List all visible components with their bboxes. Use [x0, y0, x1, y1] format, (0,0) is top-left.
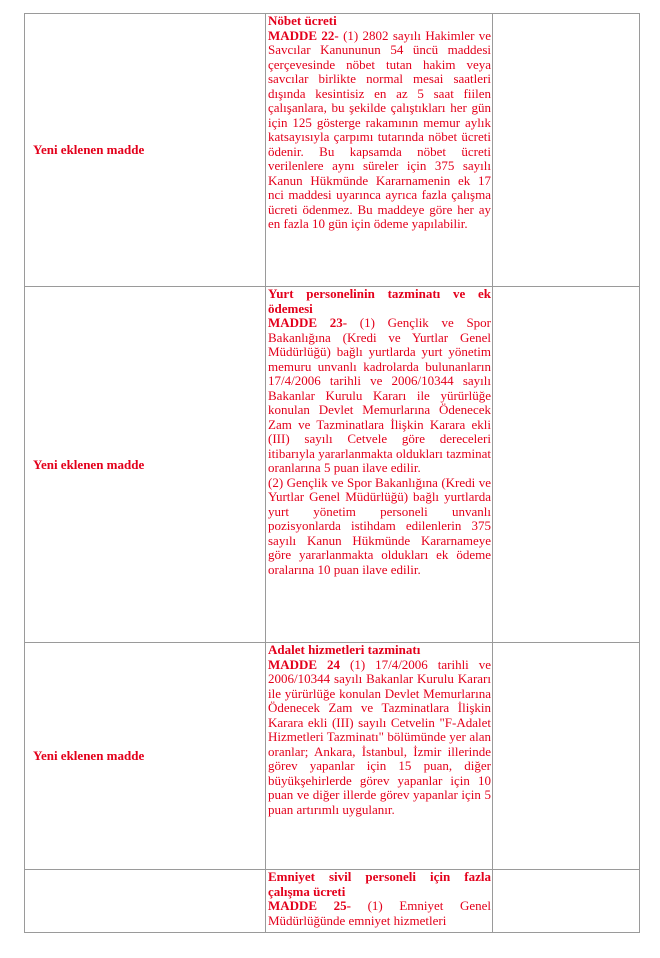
article-number: MADDE 22-	[268, 27, 339, 43]
table-row	[25, 643, 640, 870]
article-number: MADDE 23-	[268, 315, 348, 330]
article-text-cell	[266, 14, 493, 287]
article-title: Yurt personelinin tazminatı ve ek ödemesi	[268, 287, 491, 316]
article-title: Emniyet sivil personeli için fazla çalışma ücreti	[268, 870, 491, 899]
article-title: Adalet hizmetleri tazminatı	[268, 643, 421, 657]
article-text-cell	[266, 870, 493, 933]
article-body: (1) Gençlik ve Spor Bakanlığına (Kredi ve Yurtlar Genel Müdürlüğü) bağlı yurtlarda yurt yönetim memuru unvanlı kadrolarda bulunanların 17/4/2006 tarihli ve 2006/10344 sayılı Bakanlar Kurulu Kararı ile yürürlüğe konulan Devlet Memurlarına Ödenecek Zam ve Tazminatlara İlişkin Karara ekli (III) sayılı Cetvele göre dereceleri itibarıyla yararlanmakta oldukları tazminat oranlarına 5 puan ilave edilir.	[268, 315, 491, 475]
change-type-cell	[25, 643, 266, 870]
table-row	[25, 14, 640, 287]
article-text	[268, 643, 491, 869]
article-body: (1) Emniyet Genel Müdürlüğünde emniyet hizmetleri	[268, 898, 491, 928]
article-text	[268, 870, 491, 932]
table-row	[25, 287, 640, 643]
article-paragraph-2: (2) Gençlik ve Spor Bakanlığına (Kredi ve Yurtlar Genel Müdürlüğü) bağlı yurtlarda yurt yönetim personeli unvanlı pozisyonlarda istihdam edilenlerin 375 sayılı Kanun Hükmünde Kararnameye göre yararlanmakta oldukları ek ödeme oralarına 10 puan ilave edilir.	[268, 474, 491, 577]
article-title: Nöbet ücreti	[268, 14, 337, 28]
change-type-cell	[25, 870, 266, 933]
empty-cell	[493, 287, 640, 643]
change-type-label: Yeni eklenen madde	[33, 142, 145, 157]
change-type-cell	[25, 14, 266, 287]
empty-cell	[493, 870, 640, 933]
table-row	[25, 870, 640, 933]
article-text	[268, 287, 491, 642]
document-page	[24, 13, 639, 933]
change-type-label: Yeni eklenen madde	[33, 456, 145, 472]
article-body: (1) 2802 sayılı Hakimler ve Savcılar Kanununun 54 üncü maddesi çerçevesinde nöbet tutan hakim veya savcılar birlikte normal mesai saatleri dışında kesintisiz en az 5 saat fiilen çalışanlara, bu şekilde çalıştıkları her gün için 125 gösterge rakamının memur aylık katsayısıyla çarpımı tutarında nöbet ücreti ödenir. Bu kapsamda nöbet ücreti verilenlere aynı süreler için 375 sayılı Kanun Hükmünde Kararnamenin ek 17 nci maddesi uyarınca ayrıca fazla çalışma ücreti ödenmez. Bu maddeye göre her ay en fazla 10 gün için ödeme yapılabilir.	[268, 27, 491, 231]
article-number: MADDE 25-	[268, 898, 352, 913]
article-body: (1) 17/4/2006 tarihli ve 2006/10344 sayılı Bakanlar Kurulu Kararı ile yürürlüğe konulan Devlet Memurlarına Ödenecek Zam ve Tazminatlara İlişkin Karara ekli (III) sayılı Cetvelin "F-Adalet Hizmetleri Tazminatı" bölümünde yer alan oranlar; Ankara, İstanbul, İzmir illerinde görev yapanlar için 15 puan, diğer büyükşehirlerde görev yapanlar için 10 puan ve diğer illerde görev yapanlar için 5 puan artırımlı uygulanır.	[268, 656, 491, 817]
comparison-table	[24, 13, 640, 933]
article-text	[268, 14, 491, 286]
empty-cell	[493, 643, 640, 870]
change-type-label: Yeni eklenen madde	[33, 748, 145, 763]
empty-cell	[493, 14, 640, 287]
change-type-cell	[25, 287, 266, 643]
article-number: MADDE 24	[268, 656, 341, 672]
article-text-cell	[266, 643, 493, 870]
article-text-cell	[266, 287, 493, 643]
